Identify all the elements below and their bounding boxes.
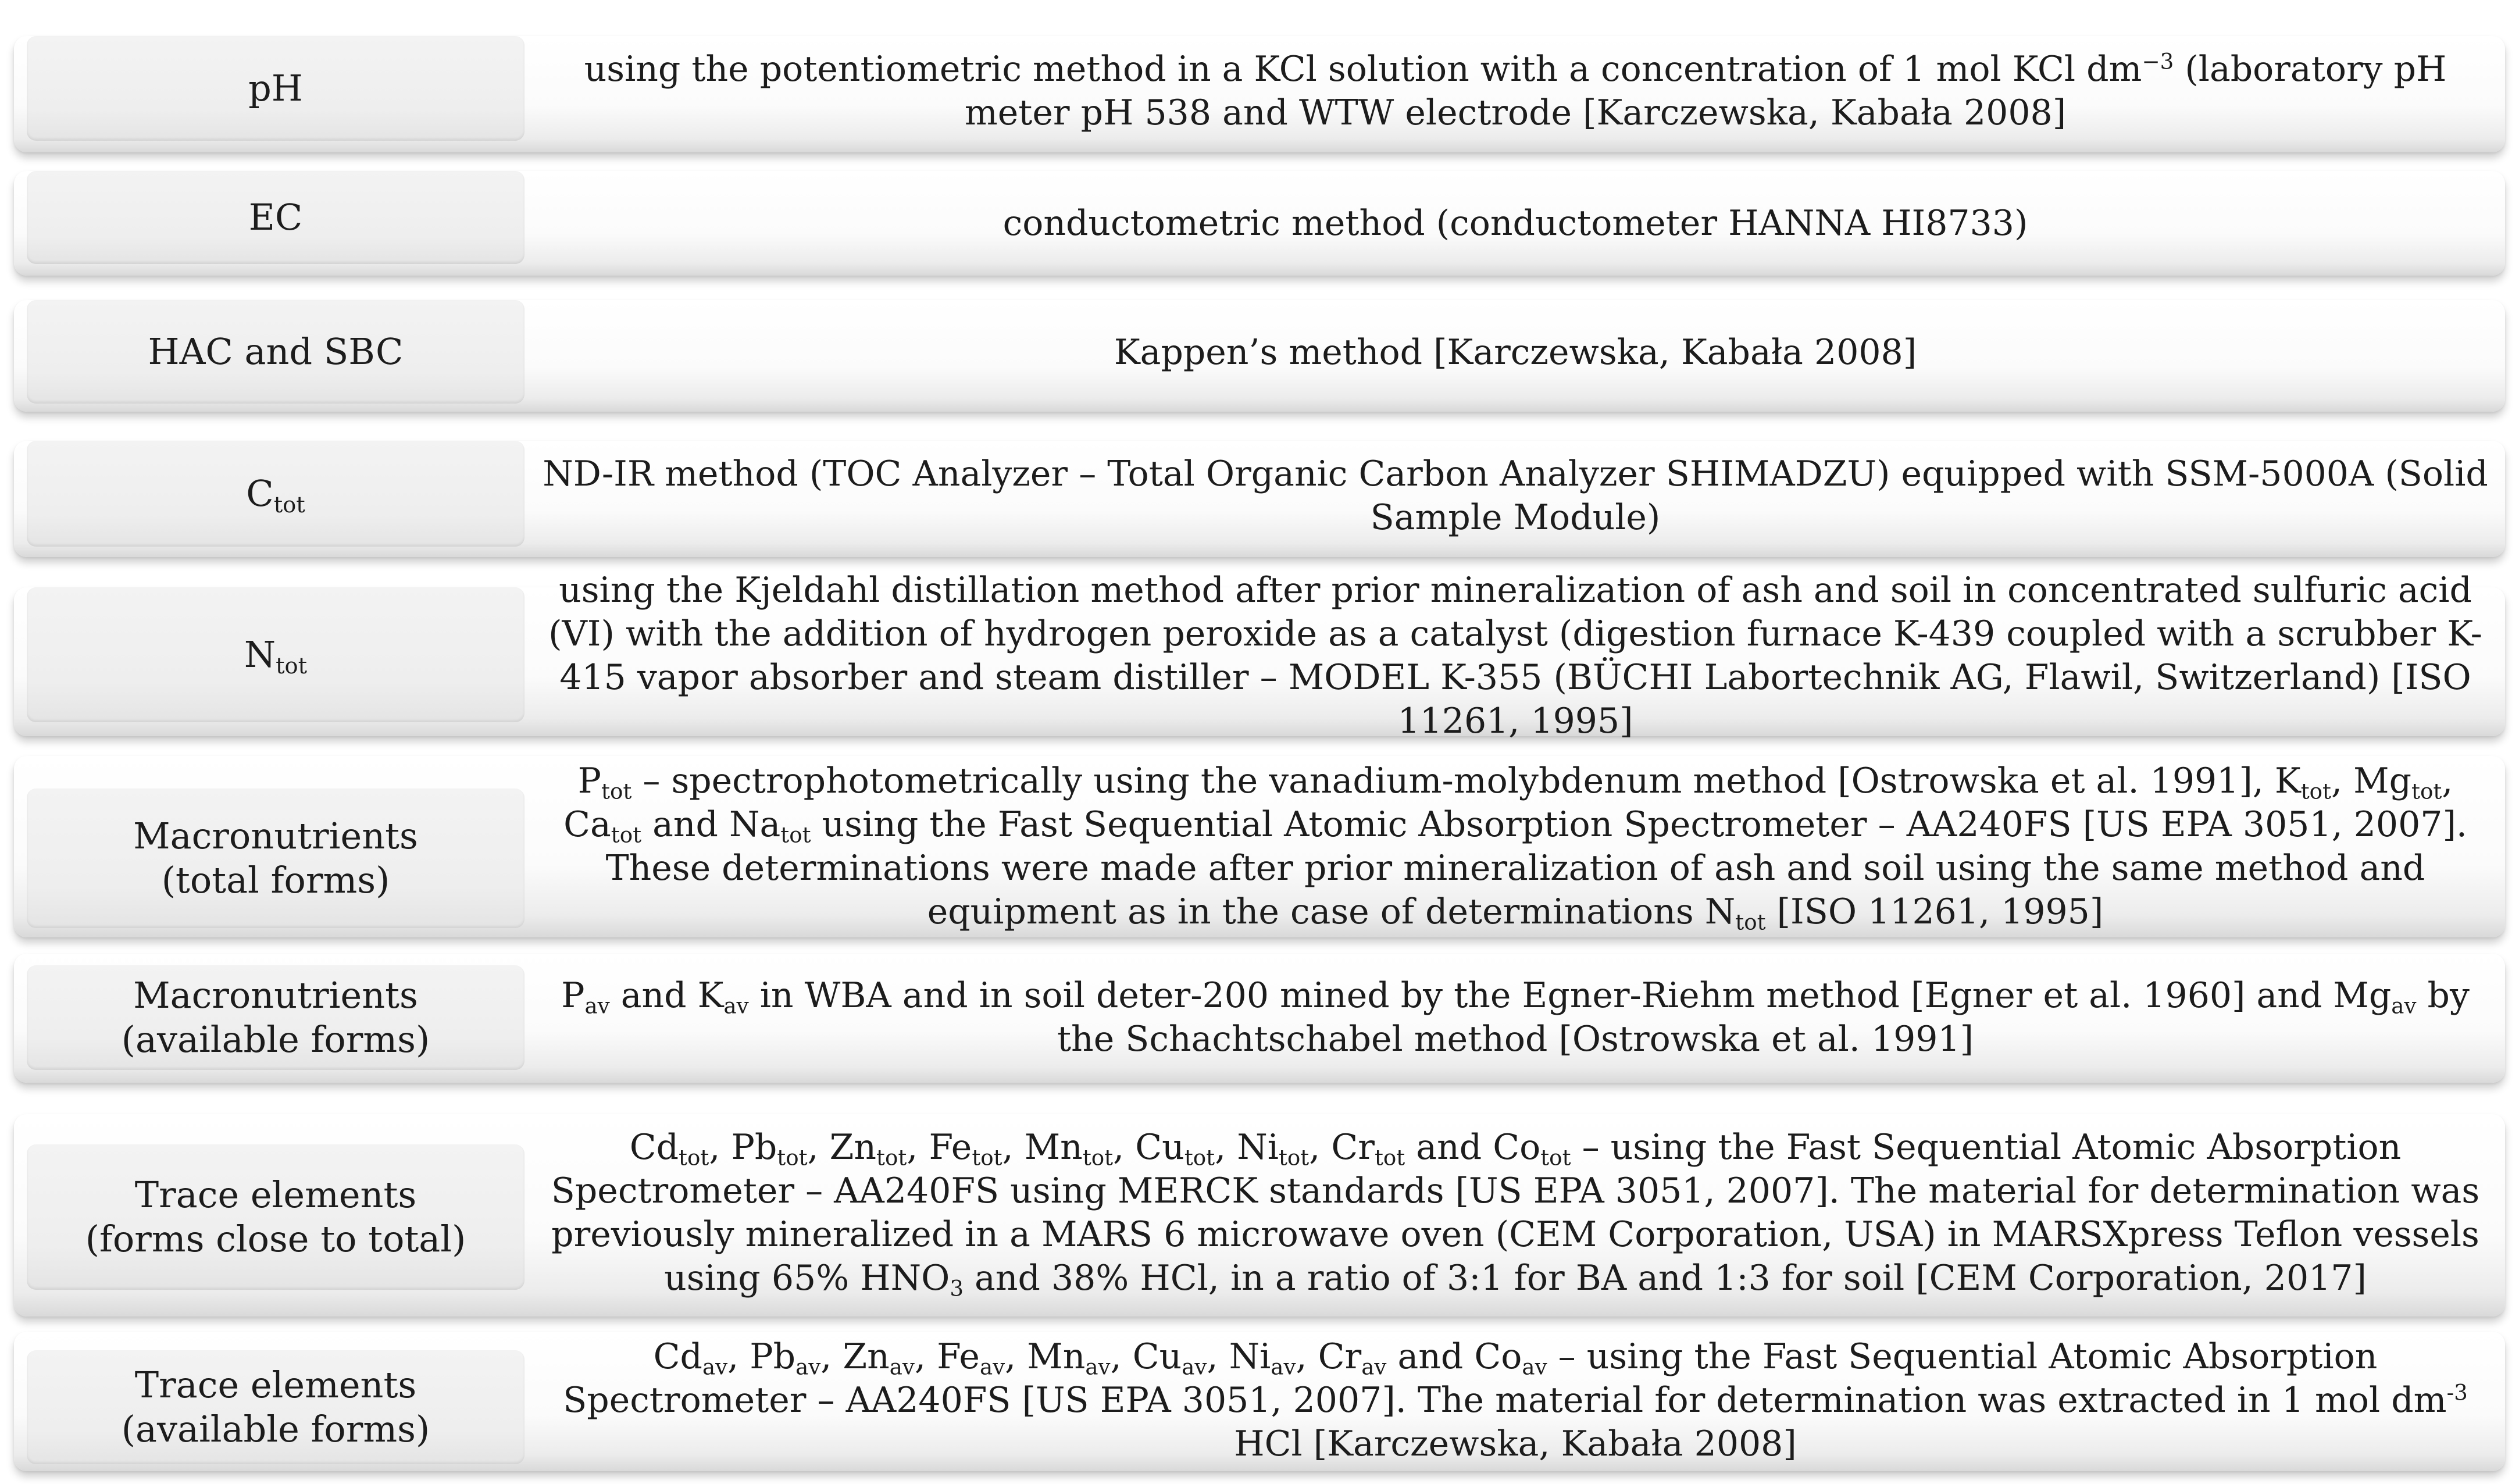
- text-segment: , Cu: [1110, 1336, 1182, 1377]
- text-segment: tot: [780, 822, 811, 848]
- text-segment: av: [1271, 1353, 1296, 1379]
- parameter-label-text: pH: [248, 67, 303, 109]
- text-segment: , Mg: [2331, 761, 2411, 801]
- text-segment: Cd: [653, 1336, 702, 1377]
- text-segment: , Zn: [807, 1127, 877, 1168]
- parameter-label: [27, 36, 525, 141]
- parameter-label: [27, 965, 525, 1070]
- text-segment: using the Fast Sequential Atomic Absorption Spectrometer – AA240FS [US EPA 3051, 2007]. These determinations were made after prior mineralization of ash and soil using the same method and equipment as in the case of determinations N: [605, 804, 2467, 932]
- method-text: [537, 331, 2493, 374]
- text-segment: tot: [2300, 778, 2331, 804]
- text-segment: tot: [1082, 1144, 1114, 1171]
- text-segment: av: [979, 1353, 1005, 1379]
- table-row: [14, 570, 2505, 741]
- text-segment: av: [1361, 1353, 1387, 1379]
- text-segment: , Mn: [1005, 1336, 1086, 1377]
- text-segment: using the Kjeldahl distillation method after prior mineralization of ash and soil in concentrated sulfuric acid (VI) with the addition of hydrogen peroxide as a catalyst (digestion furnace K-439 coupled with a scrubber K-415 vapor absorber and steam distiller – MODEL K-355 (BÜCHI Labortechnik AG, Flawil, Switzerland) [ISO 11261, 1995]: [548, 570, 2482, 741]
- text-segment: Cd: [629, 1127, 679, 1168]
- parameter-label: [27, 587, 525, 722]
- table-row: [14, 954, 2505, 1083]
- parameter-label: [27, 441, 525, 547]
- parameter-label: [27, 1144, 525, 1290]
- table-row: [14, 171, 2505, 276]
- parameter-label-line1: Macronutrients: [133, 974, 418, 1016]
- method-text: [537, 1126, 2493, 1300]
- text-segment: C: [246, 472, 274, 515]
- text-segment: conductometric method (conductometer HANNA HI8733): [1002, 202, 2028, 244]
- text-segment: tot: [611, 822, 642, 848]
- parameter-label: [27, 171, 525, 264]
- text-segment: and Na: [641, 804, 781, 845]
- table-row: [14, 756, 2505, 937]
- table-row: [14, 300, 2505, 412]
- text-segment: and 38% HCl, in a ratio of 3:1 for BA and 1:3 for soil [CEM Corporation, 2017]: [963, 1258, 2367, 1298]
- method-description: [537, 447, 2493, 545]
- parameter-label-text: HAC and SBC: [148, 330, 404, 373]
- text-segment: tot: [1184, 1144, 1215, 1171]
- text-segment: , Fe: [914, 1336, 980, 1377]
- method-text: [537, 202, 2493, 245]
- parameter-label-line2: (forms close to total): [85, 1218, 466, 1260]
- text-segment: tot: [601, 778, 632, 804]
- text-segment: tot: [876, 1144, 907, 1171]
- text-segment: ND-IR method (TOC Analyzer – Total Organic Carbon Analyzer SHIMADZU) equipped with SSM-5000A (Solid Sample Module): [543, 454, 2488, 538]
- method-description: [537, 1120, 2493, 1306]
- text-segment: , Ca: [563, 761, 2453, 845]
- text-segment: , Cr: [1296, 1336, 1362, 1377]
- text-segment: , Ni: [1215, 1127, 1279, 1168]
- text-segment: av: [1522, 1353, 1547, 1379]
- text-segment: av: [702, 1353, 728, 1379]
- method-text: [537, 974, 2493, 1061]
- text-segment: – using the Fast Sequential Atomic Absorption Spectrometer – AA240FS using MERCK standards [US EPA 3051, 2007]. The material for determination was previously mineralized in a MARS 6 microwave oven (CEM Corporation, USA) in MARSXpress Teflon vessels using 65% HNO: [551, 1127, 2480, 1298]
- text-segment: av: [795, 1353, 821, 1379]
- text-segment: HCl [Karczewska, Kabała 2008]: [1234, 1423, 1797, 1464]
- method-description: [537, 312, 2493, 393]
- parameter-label-line1: Trace elements: [134, 1173, 417, 1216]
- text-segment: av: [584, 993, 610, 1019]
- text-segment: av: [723, 993, 749, 1019]
- method-description: [537, 965, 2493, 1070]
- text-segment: av: [1182, 1353, 1207, 1379]
- text-segment: N: [244, 633, 276, 676]
- parameter-label: [27, 300, 525, 404]
- text-segment: tot: [273, 491, 305, 518]
- text-segment: in WBA and in soil deter-200 mined by the Egner-Riehm method [Egner et al. 1960] and Mg: [748, 975, 2392, 1016]
- text-segment: , Fe: [907, 1127, 972, 1168]
- parameter-label-line2: (total forms): [161, 859, 390, 901]
- text-segment: −3: [2142, 48, 2174, 74]
- text-segment: , Zn: [820, 1336, 890, 1377]
- text-segment: (laboratory pH meter pH 538 and WTW electrode [Karczewska, Kabała 2008]: [964, 49, 2447, 133]
- parameter-label: [27, 789, 525, 928]
- method-text: [537, 759, 2493, 934]
- text-segment: P: [561, 975, 585, 1016]
- text-segment: using the potentiometric method in a KCl solution with a concentration of 1 mol KCl dm: [584, 49, 2142, 90]
- text-segment: Kappen’s method [Karczewska, Kabała 2008]: [1114, 331, 1917, 373]
- text-segment: and Co: [1405, 1127, 1541, 1168]
- text-segment: tot: [972, 1144, 1002, 1171]
- table-row: [14, 36, 2505, 152]
- parameter-label-line1: Trace elements: [134, 1364, 417, 1406]
- text-segment: av: [1085, 1353, 1111, 1379]
- table-row: [14, 441, 2505, 557]
- method-description: [537, 756, 2493, 937]
- parameter-label-text: EC: [248, 196, 303, 238]
- method-text: [537, 452, 2493, 540]
- text-segment: , Cu: [1113, 1127, 1184, 1168]
- method-description: [537, 1332, 2493, 1469]
- method-text: [537, 48, 2493, 135]
- table-row: [14, 1114, 2505, 1317]
- parameter-label: [27, 1350, 525, 1464]
- text-segment: tot: [276, 652, 308, 679]
- text-segment: , Pb: [727, 1336, 796, 1377]
- text-segment: , Cr: [1309, 1127, 1375, 1168]
- text-segment: tot: [679, 1144, 709, 1171]
- text-segment: tot: [2411, 778, 2442, 804]
- parameter-label-text: [27, 472, 525, 516]
- parameter-label-text: [27, 633, 525, 677]
- text-segment: – spectrophotometrically using the vanadium-molybdenum method [Ostrowska et al. 1991], K: [631, 761, 2301, 801]
- text-segment: -3: [2446, 1379, 2468, 1405]
- text-segment: tot: [1540, 1144, 1571, 1171]
- text-segment: tot: [777, 1144, 808, 1171]
- text-segment: – using the Fast Sequential Atomic Absorption Spectrometer – AA240FS [US EPA 3051, 2007]. The material for determination was extracted in 1 mol dm: [563, 1336, 2447, 1421]
- parameter-label-line1: Macronutrients: [133, 815, 418, 857]
- text-segment: P: [577, 761, 602, 801]
- text-segment: av: [2391, 993, 2417, 1019]
- text-segment: , Mn: [1002, 1127, 1083, 1168]
- text-segment: [ISO 11261, 1995]: [1765, 891, 2104, 932]
- text-segment: and Co: [1386, 1336, 1522, 1377]
- text-segment: , Pb: [709, 1127, 777, 1168]
- parameter-label-line2: (available forms): [121, 1408, 430, 1450]
- text-segment: tot: [1278, 1144, 1310, 1171]
- text-segment: , Ni: [1207, 1336, 1271, 1377]
- method-description: [537, 570, 2493, 741]
- method-text: [537, 569, 2493, 743]
- text-segment: and K: [609, 975, 724, 1016]
- text-segment: av: [889, 1353, 915, 1379]
- method-description: [537, 42, 2493, 141]
- method-description: [537, 188, 2493, 258]
- text-segment: by the Schachtschabel method [Ostrowska et al. 1991]: [1057, 975, 2470, 1060]
- text-segment: tot: [1735, 909, 1766, 935]
- text-segment: tot: [1374, 1144, 1405, 1171]
- text-segment: 3: [950, 1275, 964, 1301]
- table-row: [14, 1332, 2505, 1471]
- parameter-label-line2: (available forms): [121, 1018, 430, 1061]
- method-text: [537, 1335, 2493, 1466]
